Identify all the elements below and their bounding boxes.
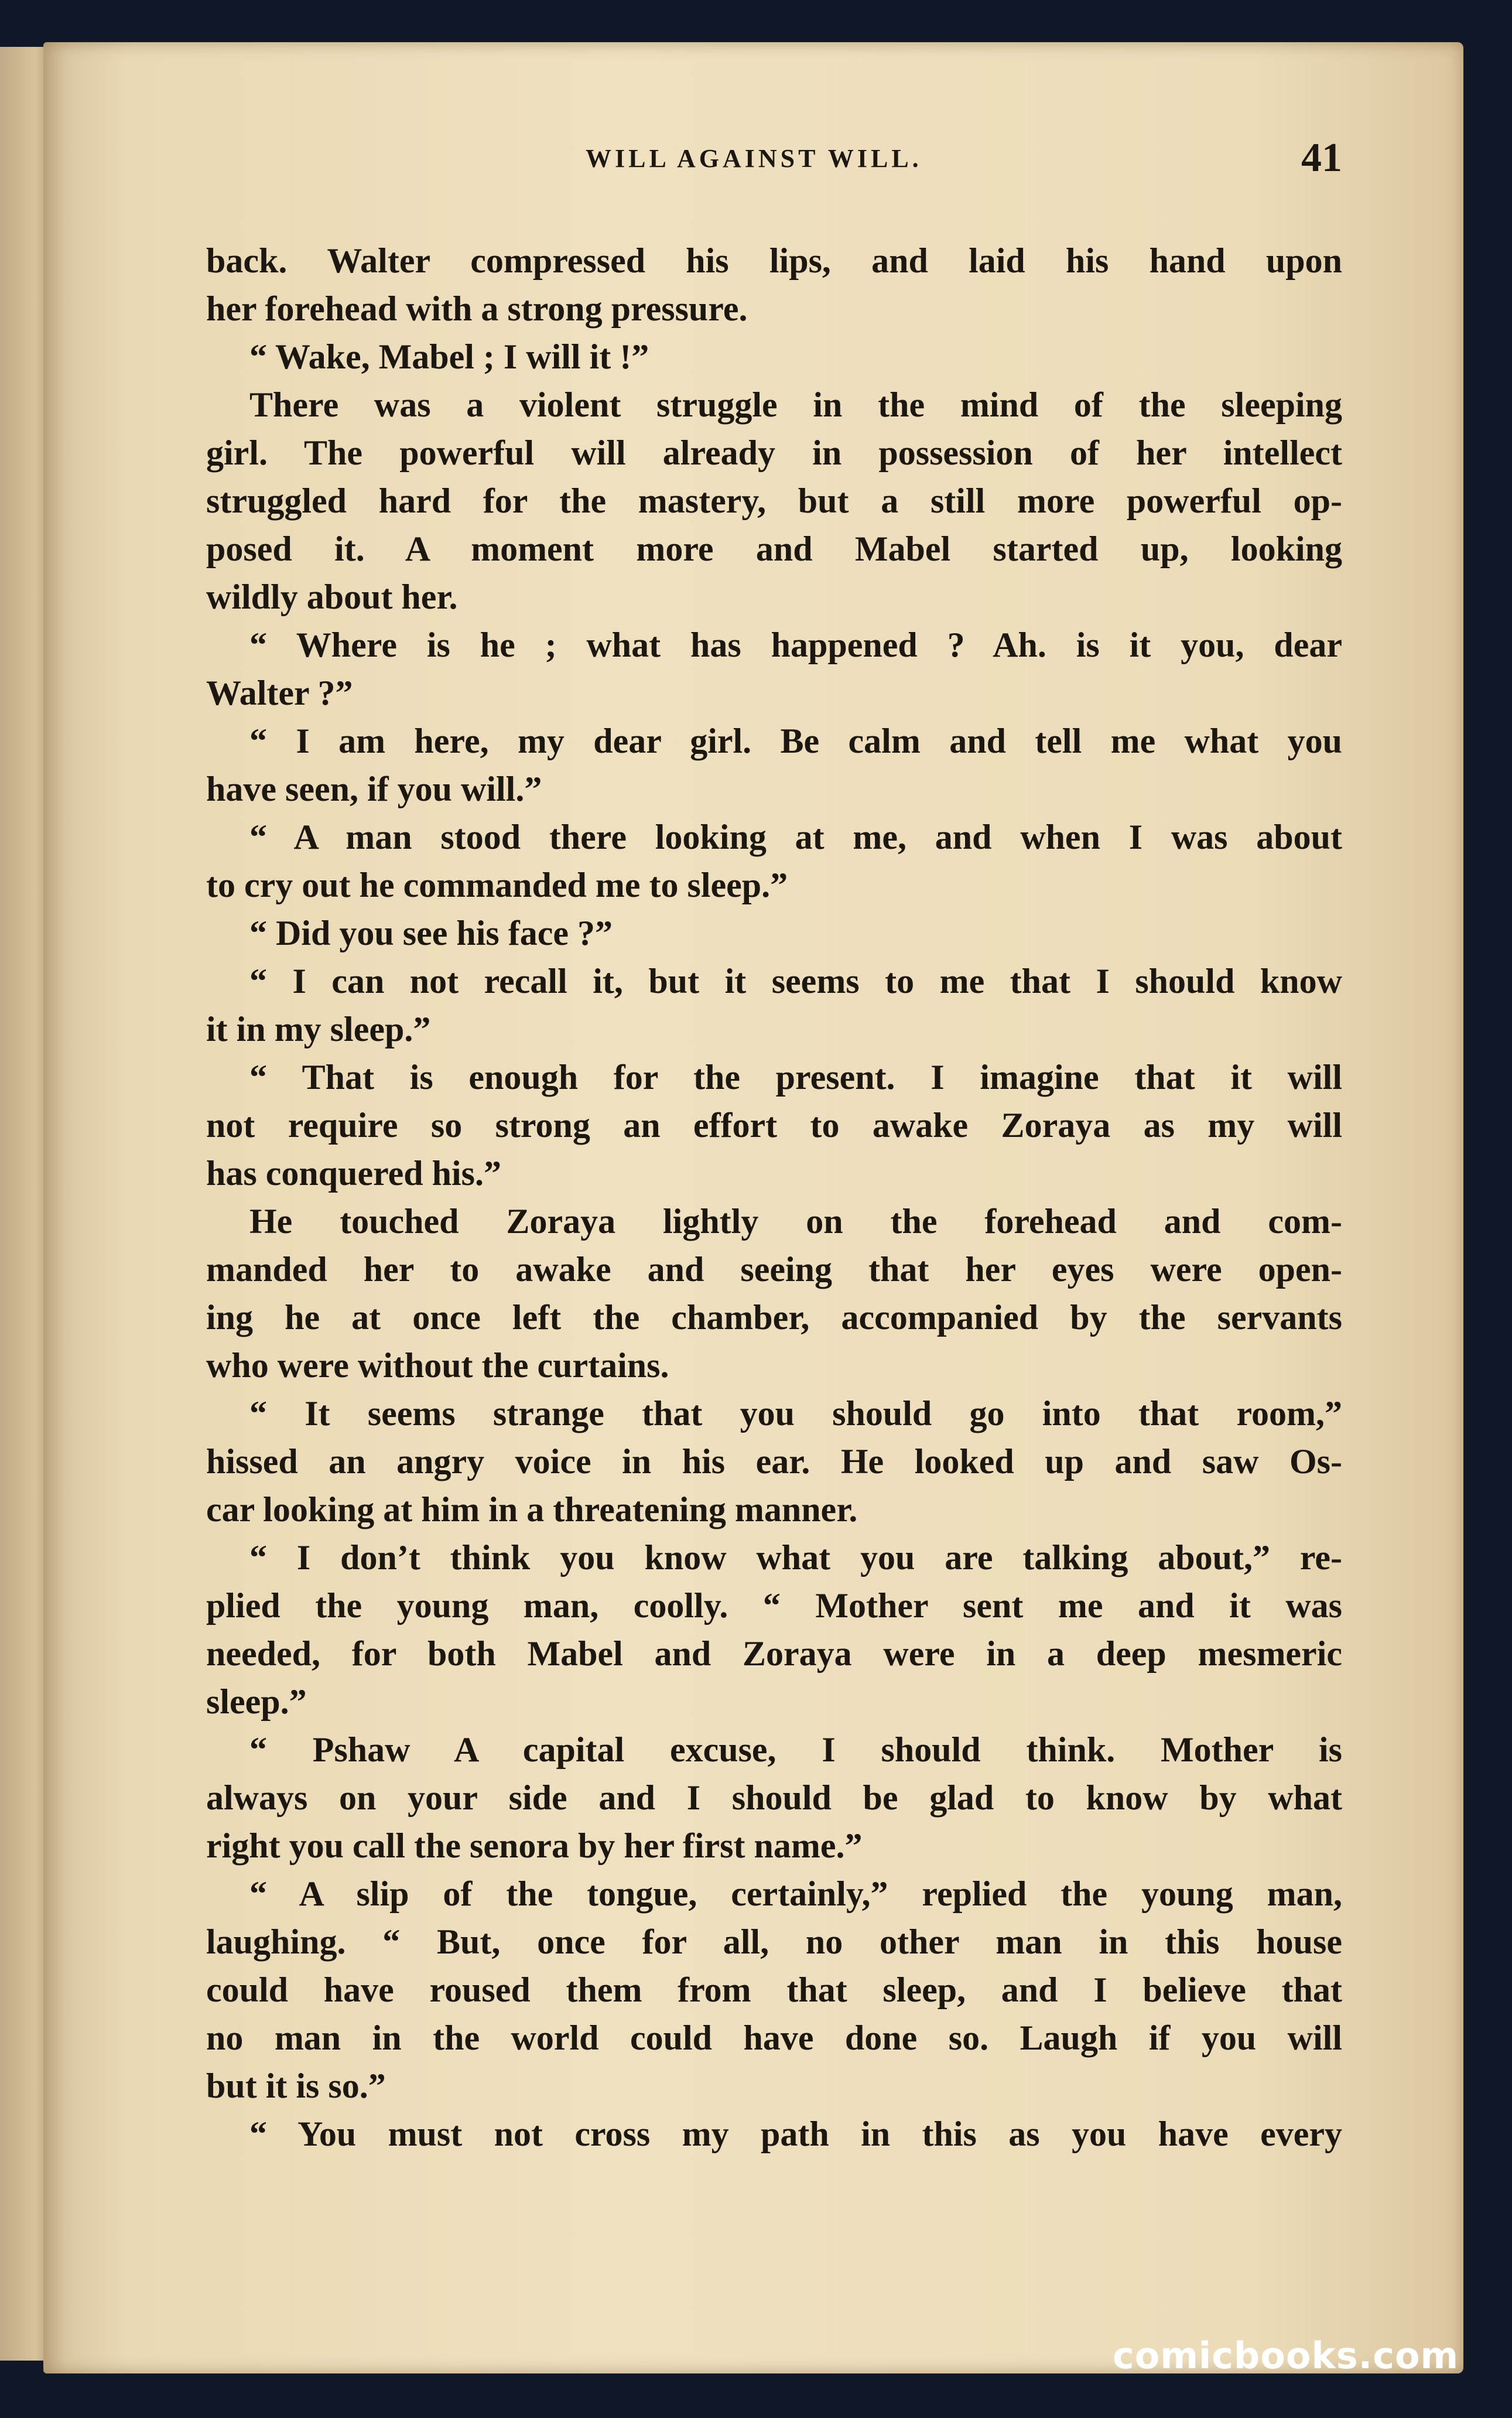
text-line: sleep.” [206, 1682, 307, 1721]
text-line: her forehead with a strong pressure. [206, 289, 748, 328]
text-line: back. Walter compressed his lips, and laid his hand upon [206, 241, 1342, 280]
text-line: “ I can not recall it, but it seems to me that I should know [249, 962, 1342, 1000]
text-line: “ Wake, Mabel ; I will it !” [249, 337, 649, 376]
text-line: ing he at once left the chamber, accompanied by the servants [206, 1298, 1342, 1337]
text-line: could have roused them from that sleep, and I believe that [206, 1970, 1342, 2009]
text-line: it in my sleep.” [206, 1010, 431, 1049]
running-head: WILL AGAINST WILL. [586, 144, 922, 173]
text-line: laughing. “ But, once for all, no other man in this house [206, 1922, 1342, 1961]
text-line: hissed an angry voice in his ear. He looked up and saw Os- [206, 1442, 1342, 1481]
text-line: “ I am here, my dear girl. Be calm and tell me what you [249, 722, 1342, 760]
text-line: struggled hard for the mastery, but a still more powerful op- [206, 481, 1342, 520]
text-line: “ That is enough for the present. I imagine that it will [249, 1058, 1342, 1097]
text-line: girl. The powerful will already in possession of her intellect [206, 433, 1342, 472]
text-line: “ You must not cross my path in this as you have every [249, 2115, 1342, 2153]
text-line: There was a violent struggle in the mind of the sleeping [249, 385, 1342, 424]
text-line: to cry out he commanded me to sleep.” [206, 866, 788, 904]
text-line: Walter ?” [206, 674, 353, 712]
text-line: who were without the curtains. [206, 1346, 669, 1385]
text-line: not require so strong an effort to awake Zoraya as my will [206, 1106, 1342, 1145]
page-number: 41 [1301, 135, 1342, 180]
text-line: “ It seems strange that you should go into that room,” [249, 1394, 1342, 1433]
text-line: needed, for both Mabel and Zoraya were in a deep mesmeric [206, 1634, 1342, 1673]
text-line: no man in the world could have done so. Laugh if you will [206, 2019, 1342, 2057]
text-line: but it is so.” [206, 2067, 386, 2105]
text-line: “ A slip of the tongue, certainly,” replied the young man, [249, 1874, 1342, 1913]
text-line: “ A man stood there looking at me, and when I was about [249, 818, 1342, 856]
text-line: “ I don’t think you know what you are talking about,” re- [249, 1538, 1342, 1577]
text-line: “ Did you see his face ?” [249, 914, 613, 952]
text-line: car looking at him in a threatening manner. [206, 1490, 858, 1529]
text-line: always on your side and I should be glad to know by what [206, 1778, 1342, 1817]
text-line: has conquered his.” [206, 1154, 502, 1193]
text-line: right you call the senora by her first name.” [206, 1826, 863, 1865]
text-line: plied the young man, coolly. “ Mother sent me and it was [206, 1586, 1342, 1625]
text-line: posed it. A moment more and Mabel started up, looking [206, 530, 1342, 568]
text-line: manded her to awake and seeing that her eyes were open- [206, 1250, 1342, 1289]
text-line: have seen, if you will.” [206, 770, 542, 808]
body-text [206, 237, 1342, 2158]
text-line: “ Where is he ; what has happened ? Ah. is it you, dear [249, 626, 1342, 664]
watermark: comicbooks.com [1113, 2334, 1459, 2377]
text-line: He touched Zoraya lightly on the forehead and com- [249, 1202, 1342, 1241]
text-line: “ Pshaw A capital excuse, I should think. Mother is [249, 1730, 1342, 1769]
text-line: wildly about her. [206, 578, 458, 616]
